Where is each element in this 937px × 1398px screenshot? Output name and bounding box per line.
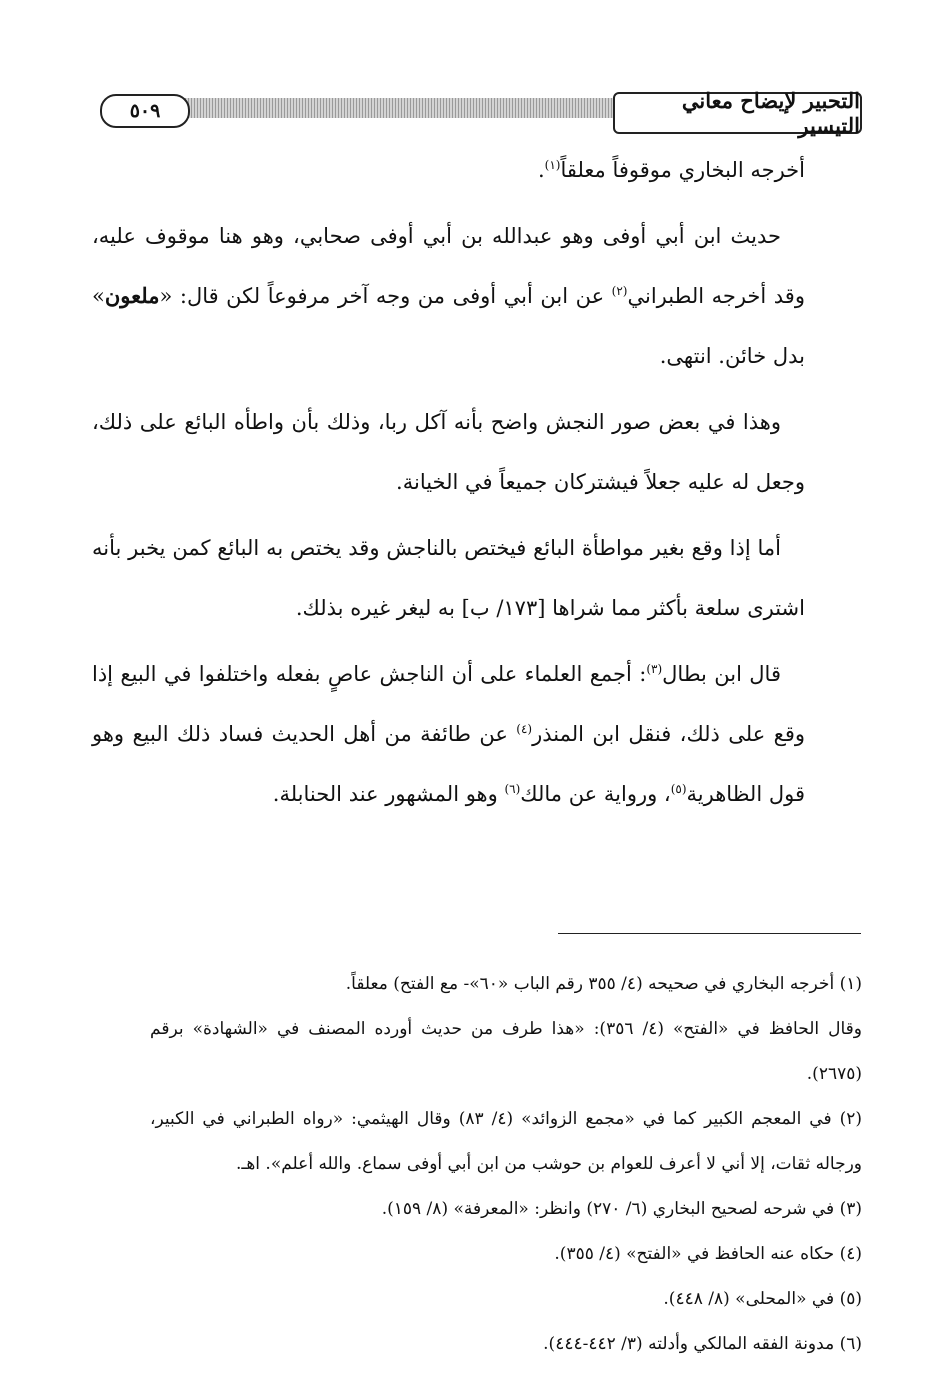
paragraph-2 — [92, 206, 805, 386]
paragraph-5-text-a: قال ابن بطال — [662, 662, 781, 686]
footnote-4: (٤) حكاه عنه الحافظ في «الفتح» (٤/ ٣٥٥). — [554, 1244, 862, 1264]
paragraph-1-end: . — [537, 158, 545, 182]
footnote-ref-4: (٤) — [516, 722, 533, 736]
footnote-2: (٢) في المعجم الكبير كما في «مجمع الزوائد» (٤/ ٨٣) وقال الهيثمي: «رواه الطبراني في الكبير، ورجاله ثقات، إلا أني لا أعرف للعوام بن حوشب من ابن أبي أوفى سماع. والله أعلم». اهـ. — [150, 1109, 862, 1174]
paragraph-5-text-b: : أجمع العلماء على أن الناجش عاصٍ بفعله واختلفوا في البيع إذا وقع على ذلك، فنقل ابن المنذر — [92, 662, 806, 746]
header-decorative-band — [170, 98, 617, 118]
footnotes — [150, 962, 862, 1367]
footnote-ref-3: (٣) — [646, 662, 663, 676]
paragraph-3: وهذا في بعض صور النجش واضح بأنه آكل ربا، وذلك بأن واطأه البائع على ذلك، وجعل له عليه جعلاً فيشتركان جميعاً في الخيانة. — [92, 410, 805, 494]
footnote-3: (٣) في شرحه لصحيح البخاري (٦/ ٢٧٠) وانظر: «المعرفة» (٨/ ١٥٩). — [381, 1199, 862, 1219]
page-header — [100, 88, 862, 138]
footnote-ref-2: (٢) — [611, 284, 628, 298]
footnote-ref-5: (٥) — [670, 782, 687, 796]
footnote-5: (٥) في «المحلى» (٨/ ٤٤٨). — [663, 1289, 862, 1309]
paragraph-5-text-d: ، ورواية عن مالك — [520, 782, 671, 806]
page-number: ٥٠٩ — [100, 94, 190, 128]
paragraph-2-text-a: حديث ابن أبي أوفى وهو عبدالله بن أبي أوفى صحابي، وهو هنا موقوف عليه، وقد أخرجه الطبراني — [92, 224, 805, 308]
footnote-1-continued: وقال الحافظ في «الفتح» (٤/ ٣٥٦): «هذا طرف من حديث أورده المصنف في «الشهادة» برقم (٢٦٧٥). — [150, 1019, 862, 1084]
paragraph-2-text-b: عن ابن أبي أوفى من وجه آخر مرفوعاً لكن قال: « — [159, 284, 612, 308]
footnote-6: (٦) مدونة الفقه المالكي وأدلته (٣/ ٤٤٢-٤٤٤). — [543, 1334, 862, 1354]
paragraph-1 — [92, 140, 805, 200]
paragraph-5-text-e: وهو المشهور عند الحنابلة. — [272, 782, 505, 806]
footnote-ref-1: (١) — [544, 158, 561, 172]
footnote-1: (١) أخرجه البخاري في صحيحه (٤/ ٣٥٥ رقم الباب «٦٠»- مع الفتح) معلقاً. — [345, 974, 862, 994]
paragraph-4: أما إذا وقع بغير مواطأة البائع فيختص بالناجش وقد يختص به البائع كمن يخبر بأنه اشترى سلعة بأكثر مما شراها [١٧٣/ ب] به ليغر غيره بذلك. — [92, 536, 805, 620]
paragraph-2-text-c: » بدل خائن. انتهى. — [92, 284, 805, 368]
bold-word-malun: ملعون — [104, 283, 160, 308]
paragraph-5 — [92, 644, 805, 824]
footnote-separator — [558, 933, 861, 934]
paragraph-5-text-c: عن طائفة من أهل الحديث فساد ذلك البيع وهو قول الظاهرية — [92, 722, 805, 806]
footnote-ref-6: (٦) — [504, 782, 521, 796]
book-title: التحبير لإيضاح معاني التيسير — [613, 92, 862, 134]
main-text — [92, 140, 805, 830]
paragraph-1-text: أخرجه البخاري موقوفاً معلقاً — [560, 158, 805, 182]
